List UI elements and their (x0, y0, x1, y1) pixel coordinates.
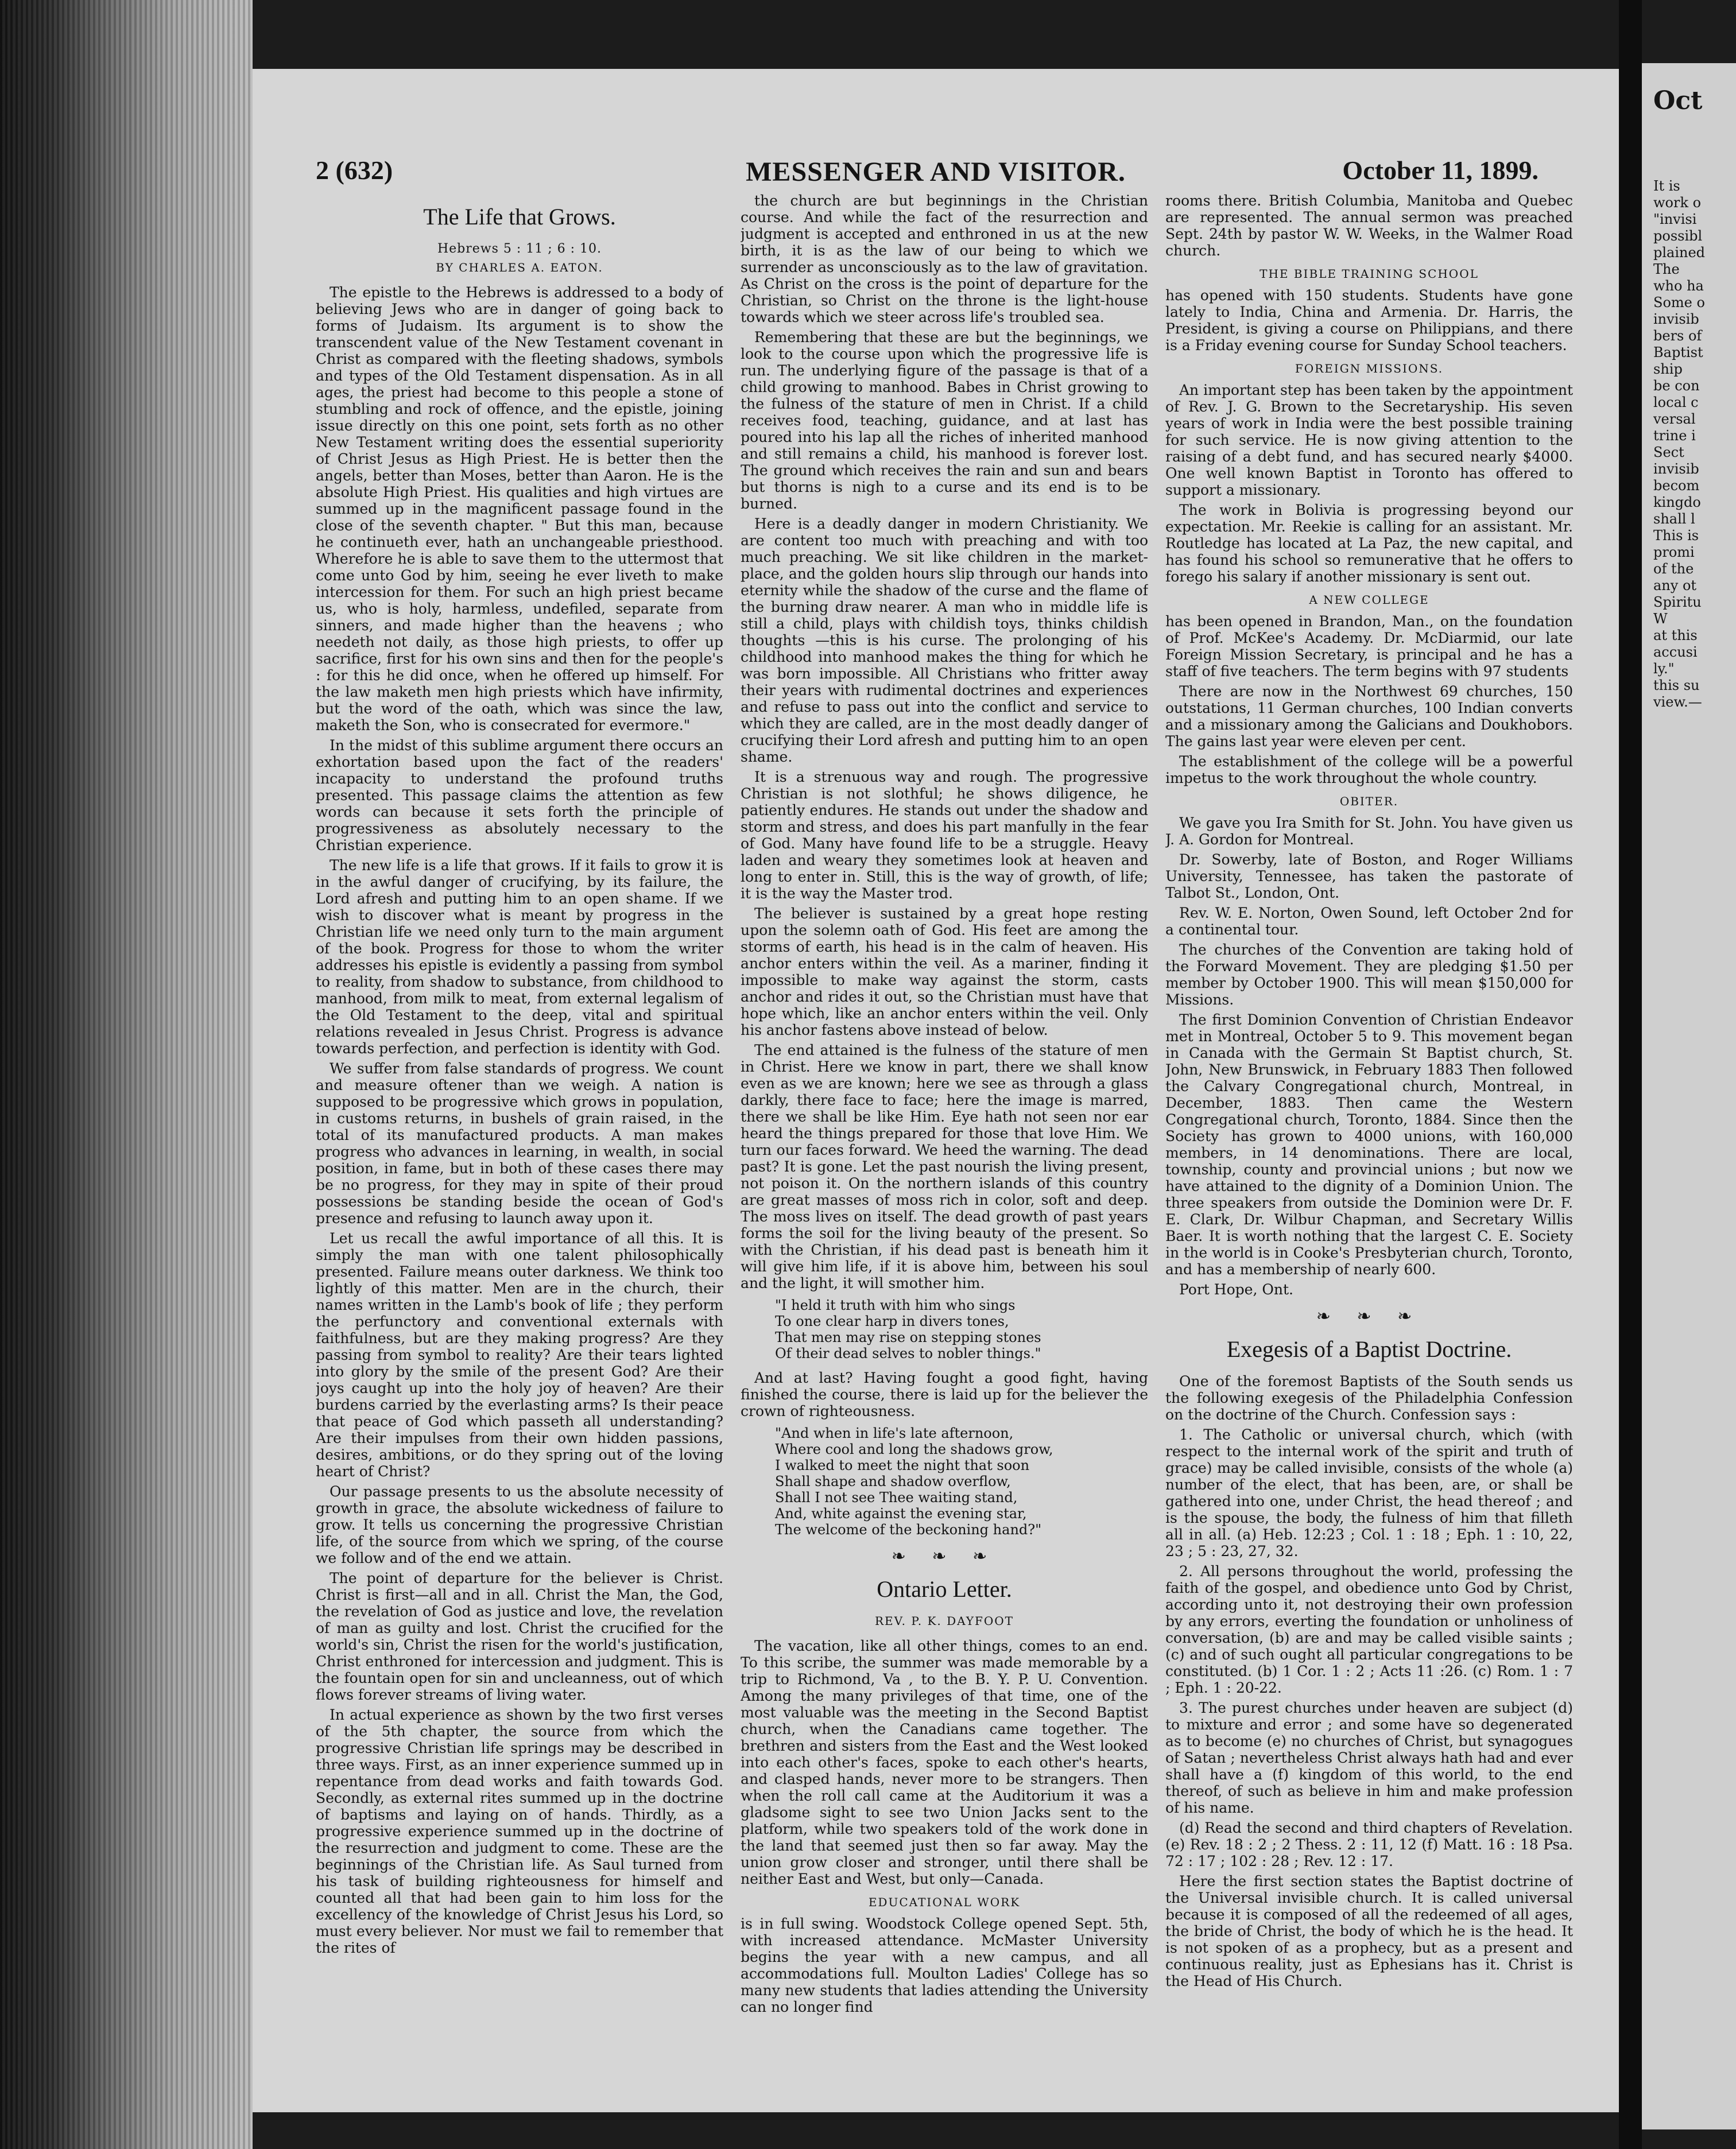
paragraph: The epistle to the Hebrews is addressed to a body of believing Jews who are in danger of going back to forms of Judaism. Its argument is to show the transcendent value of the New Testament covenant in Christ as compared with the fleeting shadows, symbols and types of the Old Testament dispensation. As in all ages, the priest had become to this people a stone of stumbling and rock of offence, and the epistle, joining issue directly on this one point, sets forth as no other New Testament writing does the essential superiority of Christ Jesus as High Priest. He is better then the angels, better than Moses, better than Aaron. He is the absolute High Priest. His qualities and high virtues are summed up in the magnificent passage found in the close of the seventh chapter. " But this man, because he continueth ever, hath an unchangeable priesthood. Wherefore he is able to save them to the uttermost that come unto God by him, seeing he ever liveth to make intercession for them. For such an high priest became us, who is holy, harmless, undefiled, separate from sinners, and made higher than the heavens ; who needeth not daily, as those high priests, to offer up sacrifice, first for his own sins and then for the people's : for this he did once, when he offered up himself. For the law maketh men high priests which have infirmity, but the word of the oath, which was since the law, maketh the Son, who is consecrated for evermore." (316, 284, 723, 734)
paragraph: The point of departure for the believer is Christ. Christ is first—all and in all. Christ the Man, the God, the revelation of God as justice and love, the revelation of man as guilty and lost. Christ the crucified for the world's sin, Christ the risen for the world's justification, Christ enthroned for intercession and judgment. This is the fountain open for sin and uncleanness, out of which flows forever streams of living water. (316, 1570, 723, 1703)
paragraph: The establishment of the college will be a powerful impetus to the work throughout the whole country. (1165, 753, 1573, 786)
paragraph: The first Dominion Convention of Christian Endeavor met in Montreal, October 5 to 9. This movement began in Canada with the Germain St Baptist church, St. John, New Brunswick, in February 1883 Then followed the Calvary Congregational church, Montreal, in December, 1883. Then came the Western Congregational church, Toronto, 1884. Since then the Society has grown to 4000 unions, with 160,000 members, in 14 denominations. There are local, township, county and provincial unions ; but now we have attained to the dignity of a Dominion Union. The three speakers from outside the Dominion were Dr. F. E. Clark, Dr. Wilbur Chapman, and Secretary Willis Baer. It is worth nothing that the largest C. E. Society in the world is in Cooke's Presbyterian church, Toronto, and has a membership of nearly 600. (1165, 1011, 1573, 1278)
issue-date: October 11, 1899. (1342, 156, 1539, 185)
paragraph: The vacation, like all other things, comes to an end. To this scribe, the summer was made memorable by a trip to Richmond, Va , to the B. Y. P. U. Convention. Among the many privileges of that time, one of the most valuable was the meeting in the Second Baptist church, when the Canadians came together. The brethren and sisters from the East and the West looked into each other's faces, spoke to each other's hearts, and clasped hands, never more to be strangers. Then when the roll call came at the Auditorium it was a gladsome sight to see two Union Jacks sent to the platform, while two speakers told of the work done in the land that seemed just then so far away. May the union grow closer and stronger, until there shall be neither East and West, but only—Canada. (741, 1638, 1148, 1887)
paragraph: has opened with 150 students. Students have gone lately to India, China and Armenia. Dr. Harris, the President, is giving a course on Philippians, and there is a Friday evening course for Sunday School teachers. (1165, 287, 1573, 354)
book-gutter (1619, 0, 1642, 2149)
ornament-divider: ❧ ❧ ❧ (1316, 1306, 1423, 1326)
column-3 (1165, 192, 1573, 2104)
section-heading: OBITER. (1339, 794, 1399, 808)
paragraph: In actual experience as shown by the two first verses of the 5th chapter, the source from which the progressive Christian life springs may be described in three ways. First, as an inner experience summed up in repentance from dead works and faith towards God. Secondly, as external rites summed up in the doctrine of baptisms and laying on of hands. Thirdly, as a progressive experience summed up in the doctrine of the resurrection and judgment to come. These are the beginnings of the Christian life. As Saul turned from his task of building righteousness for himself and counted all that had been gain to him loss for the excellency of the knowledge of Christ Jesus his Lord, so must every believer. Nor must we fail to remember that the rites of (316, 1706, 723, 1956)
paragraph: Here the first section states the Baptist doctrine of the Universal invisible church. It is called universal because it is composed of all the redeemed of all ages, the bride of Christ, the body of which he is the head. It is not spoken of as a prophecy, but as a present and continuous reality, just as Ephesians has it. Christ is the Head of His Church. (1165, 1873, 1573, 1989)
paragraph: The believer is sustained by a great hope resting upon the solemn oath of God. His feet are among the storms of earth, his head is in the calm of heaven. His anchor enters within the veil. As a mariner, finding it impossible to make way against the storm, casts anchor and rides it out, so the Christian must have that hope which, like an anchor enters within the veil. Only his anchor fastens above instead of below. (741, 905, 1148, 1038)
book-page-edges (0, 0, 253, 2149)
article-scripture: Hebrews 5 : 11 ; 6 : 10. (437, 242, 602, 256)
paragraph: Rev. W. E. Norton, Owen Sound, left October 2nd for a continental tour. (1165, 905, 1573, 938)
paragraph: The end attained is the fulness of the stature of men in Christ. Here we know in part, there we shall know even as we are known; here we see as through a glass darkly, there face to face; here the image is marred, there we shall be like Him. Eye hath not seen nor ear heard the things prepared for those that love Him. We turn our faces forward. We heed the warning. The dead past? It is gone. Let the past nourish the living present, not poison it. On the northern islands of this country are great masses of moss rich in color, soft and deep. The moss lives on itself. The dead growth of past years forms the soil for the living beauty of the present. So with the Christian, if his dead past is beneath him it will give him life, if it is above him, between his soul and the light, it will smother him. (741, 1042, 1148, 1291)
paragraph: And at last? Having fought a good fight, having finished the course, there is laid up for the believer the crown of righteousness. (741, 1370, 1148, 1419)
article-byline: BY CHARLES A. EATON. (436, 261, 603, 274)
paragraph: We suffer from false standards of progress. We count and measure oftener than we weigh. A nation is supposed to be progressive which grows in population, in customs returns, in bushels of grain raised, in the total of its manufactured products. A man makes progress who advances in learning, in wealth, in social position, in fame, but in both of these cases there may be no progress, for they may in spite of their proud possessions be standing beside the ocean of God's presence and refusing to launch away upon it. (316, 1060, 723, 1227)
ornament-divider: ❧ ❧ ❧ (891, 1546, 998, 1566)
paragraph: (d) Read the second and third chapters of Revelation. (e) Rev. 18 : 2 ; 2 Thess. 2 : 11, 12 (f) Matt. 16 : 18 Psa. 72 : 17 ; 102 : 28 ; Rev. 12 : 17. (1165, 1820, 1573, 1869)
adjacent-page-header: Oct (1653, 86, 1703, 115)
column-2 (741, 192, 1148, 2104)
paragraph: 1. The Catholic or universal church, which (with respect to the internal work of the spirit and truth of grace) may be called invisible, consists of the whole (a) number of the elect, that has been, are, or shall be gathered into one, under Christ, the head thereof ; and is the spouse, the body, the fulness of him that filleth all in all. (a) Heb. 12:23 ; Col. 1 : 18 ; Eph. 1 : 10, 22, 23 ; 5 : 23, 27, 32. (1165, 1426, 1573, 1560)
column-1 (316, 192, 723, 2104)
article-title: Ontario Letter. (877, 1576, 1012, 1602)
paragraph: An important step has been taken by the appointment of Rev. J. G. Brown to the Secretaryship. His seven years of work in India were the best possible training for such service. He is now giving attention to the raising of a debt fund, and has secured nearly $4000. One well known Baptist in Toronto has offered to support a missionary. (1165, 382, 1573, 498)
paragraph: has been opened in Brandon, Man., on the foundation of Prof. McKee's Academy. Dr. McDiarmid, our late Foreign Mission Secretary, is principal and he has a staff of five teachers. The term begins with 97 students (1165, 613, 1573, 680)
paragraph: 3. The purest churches under heaven are subject (d) to mixture and error ; and some have so degenerated as to become (e) no churches of Christ, but synagogues of Satan ; nevertheless Christ always hath had and ever shall have a (f) kingdom of this world, to the end thereof, of such as believe in him and make profession of his name. (1165, 1700, 1573, 1816)
paragraph: The new life is a life that grows. If it fails to grow it is in the awful danger of crucifying, by its failure, the Lord afresh and putting him to an open shame. If we wish to discover what is meant by progress in the Christian life we need only turn to the main argument of the book. Progress for those to whom the writer addresses his epistle is evidently a passing from symbol to reality, from shadow to substance, from childhood to manhood, from milk to meat, from external legalism of the Old Testament to the deep, vital and spiritual relations revealed in Jesus Christ. Progress is advance towards perfection, and perfection is identity with God. (316, 857, 723, 1057)
paragraph: Let us recall the awful importance of all this. It is simply the man with one talent philosophically presented. Failure means outer darkness. We think too lightly of this matter. Men are in the church, their names written in the Lamb's book of life ; they perform the perfunctory and conventional externals with faithfulness, but are they making progress? Are they passing from symbol to reality? Are their tears lighted into glory by the smile of the present God? Are their joys caught up into the holy joy of heaven? Are their burdens carried by the everlasting arms? Is their peace that peace of God which passeth all understanding? Are their impulses from their own hidden passions, desires, ambitions, or do they spring out of the loving heart of Christ? (316, 1230, 723, 1480)
paragraph: One of the foremost Baptists of the South sends us the following exegesis of the Philadelphia Confession on the doctrine of the Church. Confession says : (1165, 1373, 1573, 1423)
article-title: Exegesis of a Baptist Doctrine. (1226, 1336, 1512, 1362)
paragraph: The work in Bolivia is progressing beyond our expectation. Mr. Reekie is calling for an assistant. Mr. Routledge has located at La Paz, the new capital, and has found his school so remunerative that he offers to forego his salary if another missionary is sent out. (1165, 502, 1573, 585)
page-number: 2 (632) (316, 156, 393, 185)
article-byline: REV. P. K. DAYFOOT (875, 1614, 1014, 1628)
poem-quote: "I held it truth with him who sings To one clear harp in divers tones, That men may rise on stepping stones Of their dead selves to nobler things." (775, 1297, 1041, 1361)
paragraph: rooms there. British Columbia, Manitoba and Quebec are represented. The annual sermon was preached Sept. 24th by pastor W. W. Weeks, in the Walmer Road church. (1165, 192, 1573, 259)
paragraph: It is a strenuous way and rough. The progressive Christian is not slothful; he shows diligence, he patiently endures. He stands out under the shadow and storm and stress, and does his part manfully in the fear of God. Many have found life to be a struggle. Heavy laden and weary they sometimes look at heaven and long to enter in. Still, this is the way of growth, of life; it is the way the Master trod. (741, 769, 1148, 902)
paragraph: 2. All persons throughout the world, professing the faith of the gospel, and obedience unto God by Christ, according unto it, not destroying their own profession by any errors, everting the foundation or unholiness of conversation, (b) are and may be called visible saints ; (c) and of such ought all particular congregations to be constituted. (b) 1 Cor. 1 : 2 ; Acts 11 :26. (c) Rom. 1 : 7 ; Eph. 1 : 20-22. (1165, 1563, 1573, 1696)
paragraph: Remembering that these are but the beginnings, we look to the course upon which the progressive life is run. The underlying figure of the passage is that of a child growing to manhood. Babes in Christ growing to the fulness of the stature of men in Christ. If a child receives food, teaching, guidance, and at last has poured into his lap all the riches of inherited manhood and still remains a child, his manhood is forever lost. The ground which receives the rain and sun and bears but thorns is nigh to a curse and its end is to be burned. (741, 329, 1148, 512)
paragraph: We gave you Ira Smith for St. John. You have given us J. A. Gordon for Montreal. (1165, 814, 1573, 848)
section-heading: A NEW COLLEGE (1309, 593, 1429, 607)
adjacent-page-text: It is work o "invisi possibl plained The who ha Some o invisib bers of Baptist ship be con local c versal trine i Sect invisib becom kingdo shall l This is promi of the any ot Spiritu W at this accusi ly." this su view.— (1653, 178, 1706, 710)
paper-title: MESSENGER AND VISITOR. (746, 157, 1126, 187)
signoff: Port Hope, Ont. (1179, 1281, 1293, 1298)
newspaper-page (253, 69, 1619, 2112)
poem-quote: "And when in life's late afternoon, Where cool and long the shadows grow, I walked to meet the night that soon Shall shape and shadow overflow, Shall I not see Thee waiting stand, And, white against the evening star, The welcome of the beckoning hand?" (775, 1425, 1053, 1538)
article-title: The Life that Grows. (423, 204, 616, 230)
section-heading: THE BIBLE TRAINING SCHOOL (1260, 267, 1479, 281)
adjacent-page-fragment (1642, 63, 1736, 2129)
paragraph: There are now in the Northwest 69 churches, 150 outstations, 11 German churches, 100 Indian converts and a missionary among the Galicians and Doukhobors. The gains last year were eleven per cent. (1165, 683, 1573, 750)
paragraph: The churches of the Convention are taking hold of the Forward Movement. They are pledging $1.50 per member by October 1900. This will mean $150,000 for Missions. (1165, 941, 1573, 1008)
paragraph: Our passage presents to us the absolute necessity of growth in grace, the absolute wickedness of failure to grow. It tells us concerning the progressive Christian life, of the source from which we spring, of the course we follow and of the end we attain. (316, 1483, 723, 1566)
paragraph: Dr. Sowerby, late of Boston, and Roger Williams University, Tennessee, has taken the pastorate of Talbot St., London, Ont. (1165, 851, 1573, 901)
section-heading: FOREIGN MISSIONS. (1295, 362, 1444, 375)
paragraph: In the midst of this sublime argument there occurs an exhortation based upon the fact of the readers' incapacity to understand the profound truths presented. This passage claims the attention as few words can because it sets forth the principle of progressiveness as absolutely necessary to the Christian experience. (316, 737, 723, 854)
paragraph: Here is a deadly danger in modern Christianity. We are content too much with preaching and with too much preaching. We sit like children in the market-place, and the golden hours slip through our hands into eternity while the shadow of the curse and the flame of the burning draw nearer. A man who in middle life is still a child, plays with childish toys, thinks childish thoughts —this is his curse. The prolonging of his childhood into manhood makes the thing for which he was born impossible. All Christians who fritter away their years with rudimental doctrines and experiences and refuse to pass out into the conflict and service to which they are called, are in the most deadly danger of crucifying their Lord afresh and putting him to an open shame. (741, 515, 1148, 765)
paragraph: the church are but beginnings in the Christian course. And while the fact of the resurrection and judgment is accepted and enthroned in us at the new birth, it is as the law of our being to which we surrender as unconsciously as to the law of gravitation. As Christ on the cross is the point of departure for the Christian, so Christ on the throne is the light-house towards which we steer across life's troubled sea. (741, 192, 1148, 325)
section-heading: EDUCATIONAL WORK (868, 1895, 1021, 1909)
paragraph: is in full swing. Woodstock College opened Sept. 5th, with increased attendance. McMaster University begins the year with a new campus, and all accommodations full. Moulton Ladies' College has so many new students that ladies attending the University can no longer find (741, 1915, 1148, 2015)
